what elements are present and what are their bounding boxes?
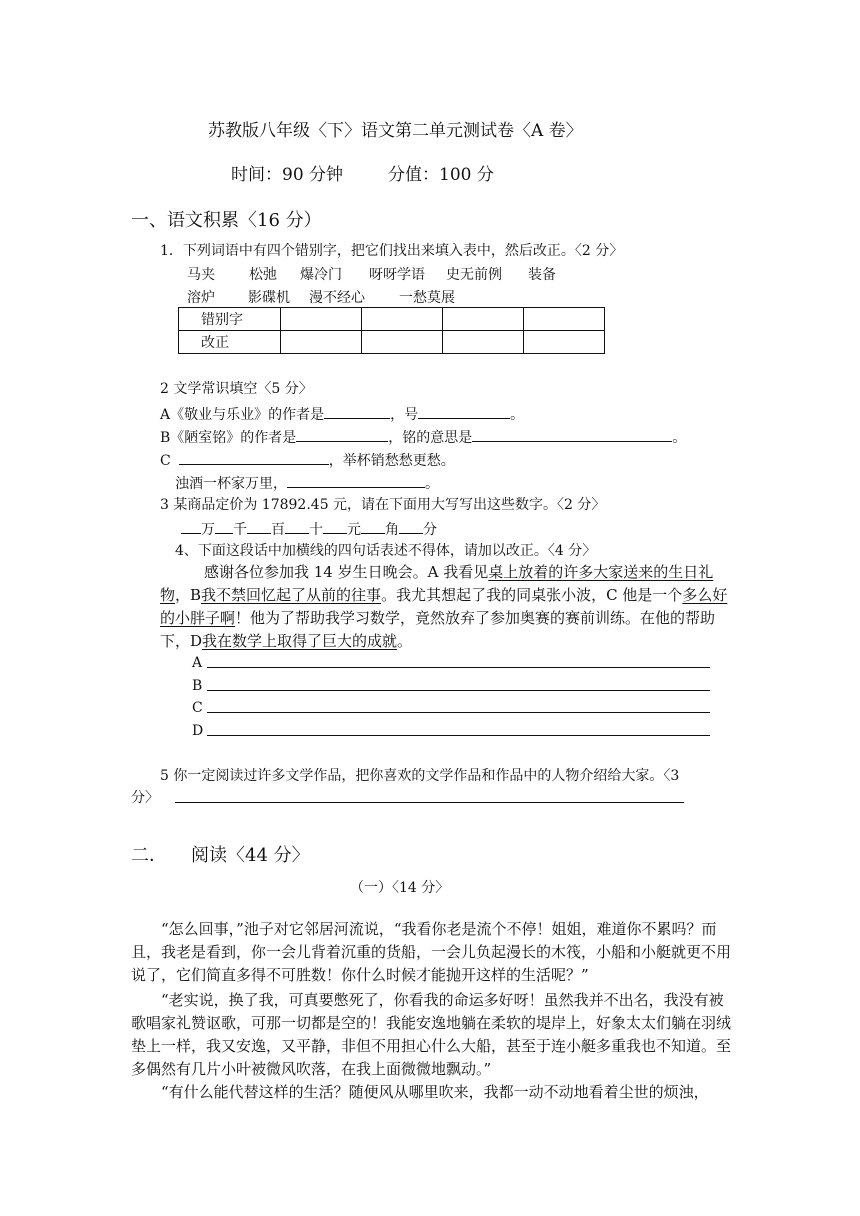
section2-subheading: （一）〈14 分〉 bbox=[350, 880, 450, 896]
underlined-sentence-a: 桌上放着的许多大家送来的生日礼物 bbox=[160, 563, 714, 604]
exam-score: 分值：100 分 bbox=[388, 165, 494, 185]
amount-unit: 千 bbox=[233, 522, 247, 538]
answer-cell[interactable] bbox=[362, 308, 443, 331]
q2-b-text: 。 bbox=[672, 430, 687, 446]
answer-line-c[interactable] bbox=[207, 712, 710, 713]
q1-word: 马夹 bbox=[187, 267, 215, 283]
answer-blank[interactable] bbox=[287, 473, 425, 488]
underlined-sentence-c: 多么好的小胖子啊 bbox=[160, 586, 728, 627]
passage-text: ！他为了帮助我学习数学，竟然放弃了参加奥赛的赛前训练。在他的帮助下，D bbox=[160, 609, 716, 650]
answer-blank[interactable] bbox=[296, 427, 388, 442]
answer-blank[interactable] bbox=[181, 519, 201, 534]
q1-word: 呀呀学语 bbox=[369, 267, 425, 283]
answer-blank[interactable] bbox=[179, 450, 329, 465]
q2-c-text: ，举杯销愁愁更愁。 bbox=[328, 453, 455, 469]
answer-cell[interactable] bbox=[443, 308, 524, 331]
amount-unit: 角 bbox=[385, 522, 399, 538]
passage-text: ，B bbox=[175, 586, 202, 604]
q1-word: 漫不经心 bbox=[309, 290, 365, 306]
amount-unit: 分 bbox=[423, 522, 437, 538]
answer-cell[interactable] bbox=[524, 308, 605, 331]
answer-cell[interactable] bbox=[524, 331, 605, 354]
q2-a-text: A《敬业与乐业》的作者是 bbox=[160, 407, 325, 423]
q2-line-b bbox=[160, 427, 686, 447]
amount-unit: 万 bbox=[201, 522, 215, 538]
answer-line-d[interactable] bbox=[207, 735, 710, 736]
table-row-label: 错别字 bbox=[179, 308, 281, 331]
q5-prompt-cont: 分〉 bbox=[131, 790, 159, 806]
answer-blank[interactable] bbox=[399, 519, 423, 534]
q1-word: 松弛 bbox=[249, 267, 277, 283]
q1-word: 溶炉 bbox=[187, 290, 215, 306]
answer-blank[interactable] bbox=[215, 519, 233, 534]
answer-label-c: C bbox=[192, 700, 203, 716]
q3-amount-row bbox=[181, 519, 437, 539]
passage-text: 。我尤其想起了我的同桌张小波，C 他是一个 bbox=[381, 586, 683, 604]
q1-word: 装备 bbox=[528, 267, 556, 283]
q2-prompt: 2 文学常识填空〈5 分〉 bbox=[160, 381, 313, 397]
amount-unit: 百 bbox=[271, 522, 285, 538]
answer-label-d: D bbox=[192, 723, 204, 739]
answer-blank[interactable] bbox=[472, 427, 672, 442]
amount-unit: 十 bbox=[309, 522, 323, 538]
answer-line-q5[interactable] bbox=[175, 802, 684, 803]
section1-heading: 一、语文积累〈16 分） bbox=[131, 210, 322, 231]
reading-paragraph: “有什么能代替这样的生活？随便风从哪里吹来，我都一动不动地看着尘世的烦浊， bbox=[161, 1083, 709, 1101]
reading-paragraph: “老实说，换了我，可真要憋死了，你看我的命运多好呀！虽然我并不出名，我没有被歌唱家礼赞讴歌，可那一切都是空的！我能安逸地躺在柔软的堤岸上，好象太太们躺在羽绒垫上一样，我又安逸，又平静，非但不用担心什么大船，甚至于连小艇多重我也不知道。至多偶然有几片小叶被微风吹落，在我上面微微地飘动。” bbox=[131, 991, 732, 1078]
section2-heading-num: 二． bbox=[131, 845, 167, 866]
q2-c-text: C bbox=[160, 453, 171, 469]
q2-b-text: B《陋室铭》的作者是 bbox=[160, 430, 297, 446]
section2-heading: 阅读〈44 分〉 bbox=[191, 845, 310, 866]
answer-blank[interactable] bbox=[323, 519, 347, 534]
answer-label-a: A bbox=[192, 655, 203, 671]
answer-line-a[interactable] bbox=[207, 667, 710, 668]
q4-prompt: 4、下面这段话中加横线的四句话表述不得体，请加以改正。〈4 分〉 bbox=[175, 543, 597, 559]
q3-prompt: 3 某商品定价为 17892.45 元，请在下面用大写写出这些数字。〈2 分〉 bbox=[160, 497, 606, 513]
q2-d-text: 浊酒一杯家万里， bbox=[175, 476, 287, 492]
answer-blank[interactable] bbox=[361, 519, 385, 534]
q2-a-text: 。 bbox=[510, 407, 525, 423]
q1-word: 一愁莫展 bbox=[399, 290, 455, 306]
q2-b-text: ，铭的意思是 bbox=[388, 430, 473, 446]
q1-word: 爆冷门 bbox=[300, 267, 342, 283]
table-row bbox=[179, 331, 605, 354]
passage-text: 感谢各位参加我 14 岁生日晚会。A 我看见 bbox=[204, 563, 489, 581]
q4-passage bbox=[160, 561, 732, 653]
underlined-sentence-d: 我在数学上取得了巨大的成就 bbox=[202, 632, 398, 650]
q2-d-text: 。 bbox=[425, 476, 439, 492]
passage-text: 。 bbox=[397, 632, 413, 650]
table-row-label: 改正 bbox=[179, 331, 281, 354]
table-row bbox=[179, 308, 605, 331]
underlined-sentence-b: 我不禁回忆起了从前的往事 bbox=[201, 586, 382, 604]
answer-line-b[interactable] bbox=[207, 690, 710, 691]
error-correction-table bbox=[178, 307, 605, 354]
amount-unit: 元 bbox=[347, 522, 361, 538]
exam-time: 时间：90 分钟 bbox=[231, 165, 344, 185]
answer-blank[interactable] bbox=[324, 404, 390, 419]
answer-cell[interactable] bbox=[362, 331, 443, 354]
reading-paragraph: “怎么回事，”池子对它邻居河流说，“我看你老是流个不停！姐姐，难道你不累吗？而且，我老是看到，你一会儿背着沉重的货船，一会儿负起漫长的木筏，小船和小艇就更不用说了，它们简直多得不可胜数！你什么时候才能抛开这样的生活呢？” bbox=[131, 920, 732, 984]
answer-cell[interactable] bbox=[281, 331, 362, 354]
answer-blank[interactable] bbox=[418, 404, 510, 419]
answer-cell[interactable] bbox=[281, 308, 362, 331]
answer-blank[interactable] bbox=[247, 519, 271, 534]
q2-line-d bbox=[175, 473, 439, 493]
q1-prompt: 1．下列词语中有四个错别字，把它们找出来填入表中，然后改正。〈2 分〉 bbox=[160, 243, 624, 259]
answer-blank[interactable] bbox=[285, 519, 309, 534]
q1-word: 影碟机 bbox=[248, 290, 290, 306]
q2-line-c bbox=[160, 450, 455, 470]
answer-cell[interactable] bbox=[443, 331, 524, 354]
q1-word: 史无前例 bbox=[446, 267, 502, 283]
q2-line-a bbox=[160, 404, 524, 424]
answer-label-b: B bbox=[192, 678, 203, 694]
q5-prompt: 5 你一定阅读过许多文学作品，把你喜欢的文学作品和作品中的人物介绍给大家。〈3 bbox=[160, 768, 680, 784]
page-title: 苏教版八年级〈下〉语文第二单元测试卷〈A 卷〉 bbox=[208, 121, 583, 141]
q2-a-text: ，号 bbox=[390, 407, 419, 423]
